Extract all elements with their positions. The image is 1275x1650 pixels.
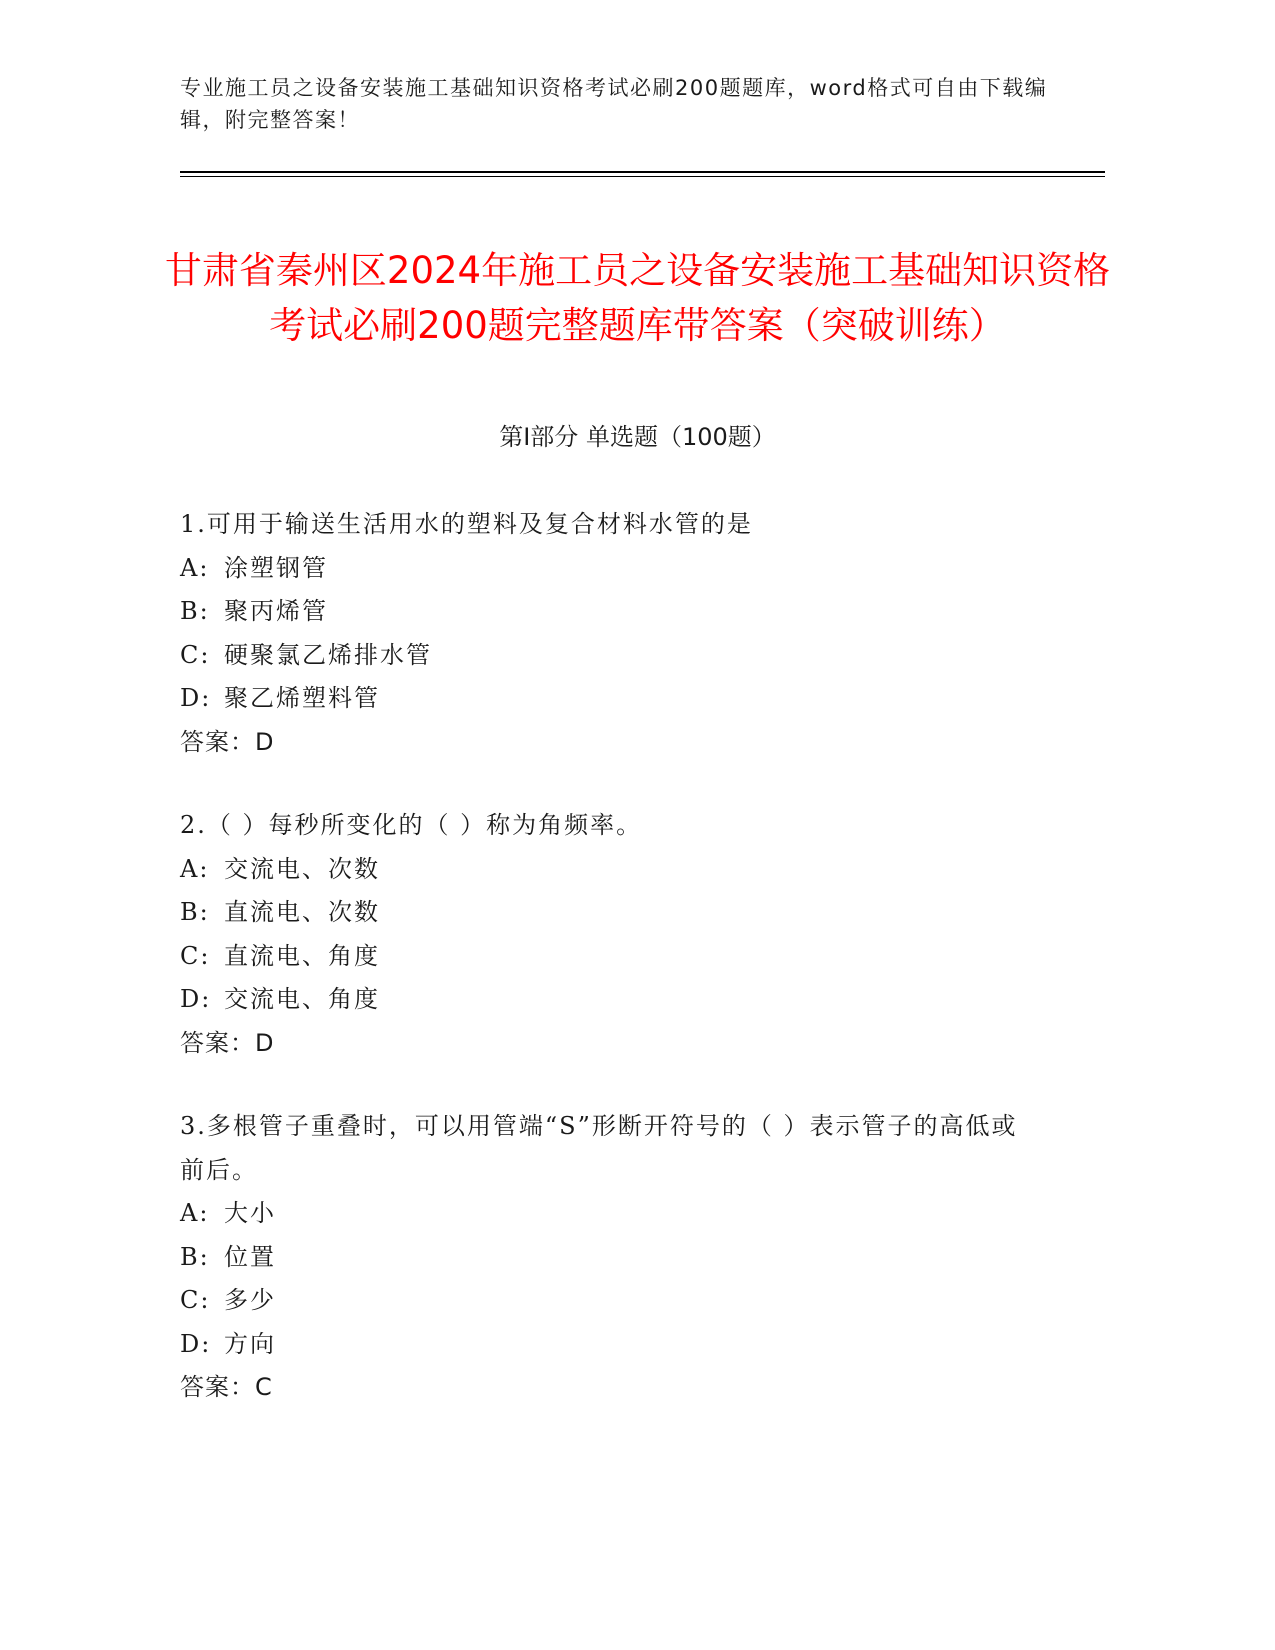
option-c (180, 1279, 1040, 1323)
option-text: 聚丙烯管 (224, 597, 328, 625)
question-3 (180, 1105, 1040, 1410)
option-text: 位置 (224, 1242, 276, 1271)
question-stem: 1.可用于输送生活用水的塑料及复合材料水管的是 (180, 510, 753, 538)
option-letter: C: (180, 941, 211, 970)
answer-line: 答案：D (180, 727, 275, 756)
option-c (180, 634, 1040, 678)
option-letter: D: (180, 985, 212, 1013)
option-letter: C: (180, 640, 211, 669)
option-letter: D: (180, 1329, 212, 1358)
option-b (180, 891, 1040, 935)
option-text: 聚乙烯塑料管 (224, 684, 380, 712)
option-b (180, 1236, 1040, 1280)
question-stem: 2.（ ）每秒所变化的（ ）称为角频率。 (180, 811, 643, 839)
header-note: 专业施工员之设备安装施工基础知识资格考试必刷200题题库，word格式可自由下载编辑，附完整答案！ (180, 76, 1048, 132)
option-b (180, 590, 1040, 634)
option-letter: B: (180, 597, 210, 625)
option-text: 交流电、角度 (224, 985, 380, 1013)
option-letter: B: (180, 898, 210, 926)
option-text: 直流电、次数 (224, 898, 380, 926)
option-a (180, 848, 1040, 892)
header-divider-thick (180, 171, 1105, 173)
option-letter: B: (180, 1242, 210, 1271)
option-letter: C: (180, 1286, 211, 1314)
answer-line: 答案：D (180, 1028, 275, 1057)
option-d (180, 677, 1040, 721)
option-letter: D: (180, 684, 212, 712)
section-heading: 第I部分 单选题（100题） (499, 423, 776, 451)
option-text: 大小 (224, 1199, 276, 1227)
option-text: 交流电、次数 (224, 854, 380, 883)
question-2 (180, 804, 1040, 1065)
document-title: 甘肃省秦州区2024年施工员之设备安装施工基础知识资格考试必刷200题完整题库带答案（突破训练） (164, 248, 1111, 347)
option-text: 硬聚氯乙烯排水管 (224, 640, 432, 669)
option-letter: A: (180, 1199, 210, 1227)
option-a (180, 547, 1040, 591)
option-text: 多少 (224, 1286, 276, 1314)
option-d (180, 1323, 1040, 1367)
option-text: 方向 (224, 1329, 276, 1358)
option-text: 直流电、角度 (224, 941, 380, 970)
option-a (180, 1192, 1040, 1236)
question-stem: 3.多根管子重叠时，可以用管端“S”形断开符号的（ ）表示管子的高低或前后。 (180, 1112, 1018, 1184)
header-divider-thin (180, 176, 1105, 177)
question-list (180, 503, 1040, 1450)
option-c (180, 935, 1040, 979)
option-d (180, 978, 1040, 1022)
option-letter: A: (180, 553, 210, 582)
option-text: 涂塑钢管 (224, 553, 328, 582)
option-letter: A: (180, 854, 210, 883)
answer-line: 答案：C (180, 1373, 273, 1401)
question-1 (180, 503, 1040, 764)
